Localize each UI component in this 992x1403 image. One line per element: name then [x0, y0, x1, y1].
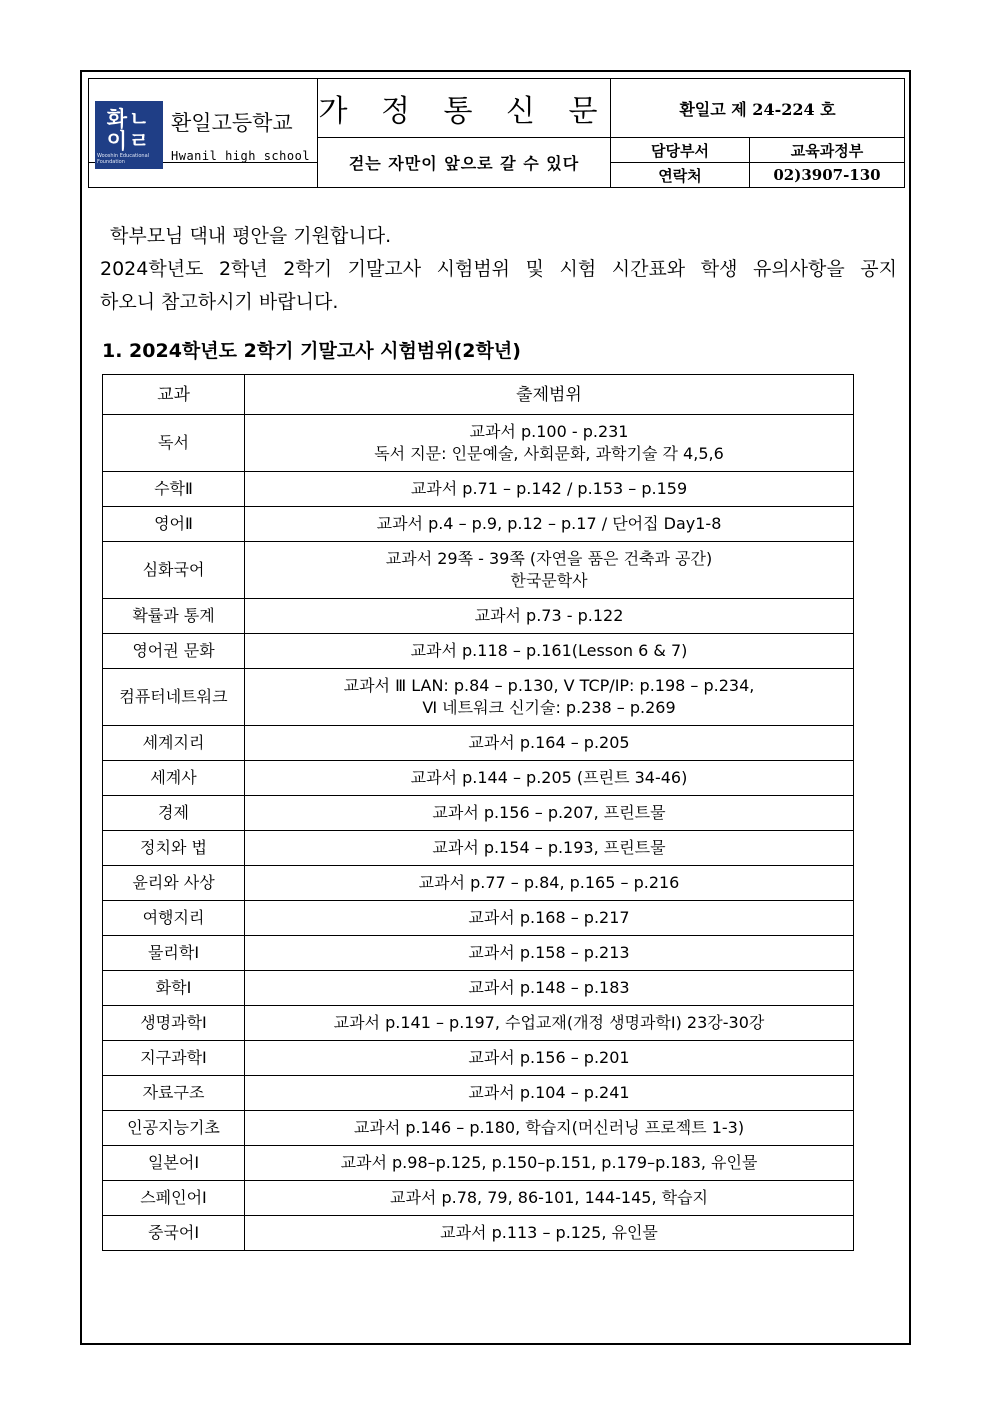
subject-cell: 심화국어 [103, 542, 245, 599]
table-row [103, 726, 854, 761]
range-cell [245, 634, 854, 669]
school-logo-glyph-top: 화ㄴ [106, 107, 152, 131]
range-cell [245, 599, 854, 634]
range-line: 교과서 p.78, 79, 86-101, 144-145, 학습지 [390, 1188, 708, 1207]
subject-cell: 일본어Ⅰ [103, 1146, 245, 1181]
school-logo-cell [89, 79, 318, 163]
subject-cell: 여행지리 [103, 901, 245, 936]
subject-cell: 중국어Ⅰ [103, 1216, 245, 1251]
range-cell [245, 866, 854, 901]
table-row [103, 796, 854, 831]
table-row [103, 472, 854, 507]
subject-cell: 인공지능기초 [103, 1111, 245, 1146]
range-cell [245, 507, 854, 542]
range-line: 교과서 p.77 – p.84, p.165 – p.216 [418, 873, 680, 892]
column-header-subject: 교과 [103, 375, 245, 415]
school-logo-foundation: Wooshin Educational Foundation [97, 153, 150, 165]
range-cell [245, 1146, 854, 1181]
notice-frame [80, 70, 911, 1345]
table-row [103, 415, 854, 472]
range-cell [245, 971, 854, 1006]
range-line: 교과서 29쪽 - 39쪽 (자연을 품은 건축과 공간) [385, 549, 713, 568]
range-line: 교과서 p.144 – p.205 (프린트 34-46) [410, 768, 688, 787]
table-header-row [103, 375, 854, 415]
school-logo [95, 101, 163, 169]
table-row [103, 1146, 854, 1181]
subject-cell: 경제 [103, 796, 245, 831]
intro-notice-line-end: 하오니 참고하시기 바랍니다. [100, 291, 339, 313]
subject-cell: 수학Ⅱ [103, 472, 245, 507]
section-title-exam-range: 1. 2024학년도 2학기 기말고사 시험범위(2학년) [102, 340, 521, 362]
range-line: 교과서 p.104 – p.241 [468, 1083, 630, 1102]
intro-greeting: 학부모님 댁내 평안을 기원합니다. [110, 225, 392, 247]
department-label: 담당부서 [611, 138, 750, 163]
table-row [103, 599, 854, 634]
school-name-korean: 환일고등학교 [171, 111, 293, 135]
school-motto: 걷는 자만이 앞으로 갈 수 있다 [318, 138, 611, 188]
range-line: 교과서 p.100 - p.231 [469, 422, 629, 441]
table-row [103, 507, 854, 542]
exam-range-table-body [103, 415, 854, 1251]
range-line: 교과서 p.4 – p.9, p.12 – p.17 / 단어집 Day1-8 [376, 514, 722, 533]
school-logo-glyph-bottom: 이ㄹ [106, 129, 152, 153]
subject-cell: 윤리와 사상 [103, 866, 245, 901]
issue-number: 환일고 제 24-224 호 [611, 79, 905, 138]
school-name-english: Hwanil high school [171, 149, 311, 163]
subject-cell: 컴퓨터네트워크 [103, 669, 245, 726]
range-line: 교과서 Ⅲ LAN: p.84 – p.130, Ⅴ TCP/IP: p.198 – p.234, [343, 676, 755, 695]
range-line: 교과서 p.113 – p.125, 유인물 [440, 1223, 658, 1242]
table-row [103, 866, 854, 901]
range-cell [245, 901, 854, 936]
range-line: 교과서 p.168 – p.217 [468, 908, 630, 927]
table-row [103, 669, 854, 726]
range-line: 교과서 p.156 – p.207, 프린트물 [432, 803, 666, 822]
subject-cell: 확률과 통계 [103, 599, 245, 634]
letterhead [88, 78, 905, 188]
range-line: 교과서 p.158 – p.213 [468, 943, 630, 962]
subject-cell: 세계사 [103, 761, 245, 796]
range-cell [245, 761, 854, 796]
range-cell [245, 1181, 854, 1216]
range-line: 교과서 p.148 – p.183 [468, 978, 630, 997]
range-cell [245, 796, 854, 831]
table-row [103, 634, 854, 669]
subject-cell: 영어권 문화 [103, 634, 245, 669]
range-line: 교과서 p.73 - p.122 [474, 606, 624, 625]
document-title: 가 정 통 신 문 [318, 79, 611, 138]
subject-cell: 화학Ⅰ [103, 971, 245, 1006]
table-row [103, 936, 854, 971]
subject-cell: 독서 [103, 415, 245, 472]
range-cell [245, 831, 854, 866]
range-line: 교과서 p.146 – p.180, 학습지(머신러닝 프로젝트 1-3) [353, 1118, 745, 1137]
range-cell [245, 726, 854, 761]
range-cell [245, 472, 854, 507]
range-line: 교과서 p.154 – p.193, 프린트물 [432, 838, 666, 857]
table-row [103, 761, 854, 796]
exam-range-table [102, 374, 854, 1251]
range-cell [245, 669, 854, 726]
range-cell [245, 1006, 854, 1041]
range-line: 교과서 p.118 – p.161(Lesson 6 & 7) [410, 641, 688, 660]
subject-cell: 물리학Ⅰ [103, 936, 245, 971]
department-value: 교육과정부 [750, 138, 905, 163]
table-row [103, 901, 854, 936]
table-row [103, 1076, 854, 1111]
range-cell [245, 1076, 854, 1111]
range-cell [245, 1111, 854, 1146]
range-line: Ⅵ 네트워크 신기술: p.238 – p.269 [422, 698, 676, 717]
range-cell [245, 415, 854, 472]
subject-cell: 자료구조 [103, 1076, 245, 1111]
subject-cell: 정치와 법 [103, 831, 245, 866]
subject-cell: 스페인어Ⅰ [103, 1181, 245, 1216]
range-line: 교과서 p.141 – p.197, 수업교재(개정 생명과학Ⅰ) 23강-30강 [333, 1013, 765, 1032]
intro-text [100, 220, 897, 319]
subject-cell: 지구과학Ⅰ [103, 1041, 245, 1076]
table-row [103, 1111, 854, 1146]
range-cell [245, 936, 854, 971]
range-cell [245, 1041, 854, 1076]
subject-cell: 세계지리 [103, 726, 245, 761]
table-row [103, 971, 854, 1006]
range-line: 교과서 p.156 – p.201 [468, 1048, 630, 1067]
range-line: 교과서 p.71 – p.142 / p.153 – p.159 [410, 479, 688, 498]
table-row [103, 1041, 854, 1076]
range-line: 교과서 p.164 – p.205 [468, 733, 630, 752]
range-cell [245, 542, 854, 599]
range-line: 교과서 p.98–p.125, p.150–p.151, p.179–p.183, 유인물 [340, 1153, 758, 1172]
subject-cell: 생명과학Ⅰ [103, 1006, 245, 1041]
range-cell [245, 1216, 854, 1251]
column-header-range: 출제범위 [245, 375, 854, 415]
table-row [103, 1216, 854, 1251]
intro-notice-line: 2024학년도 2학년 2학기 기말고사 시험범위 및 시험 시간표와 학생 유의사항을 공지 [100, 258, 897, 280]
table-row [103, 831, 854, 866]
table-row [103, 1181, 854, 1216]
range-line: 독서 지문: 인문예술, 사회문화, 과학기술 각 4,5,6 [374, 444, 724, 463]
contact-label: 연락처 [611, 163, 750, 188]
contact-value: 02)3907-130 [750, 163, 905, 188]
range-line: 한국문학사 [510, 571, 588, 590]
subject-cell: 영어Ⅱ [103, 507, 245, 542]
table-row [103, 1006, 854, 1041]
table-row [103, 542, 854, 599]
